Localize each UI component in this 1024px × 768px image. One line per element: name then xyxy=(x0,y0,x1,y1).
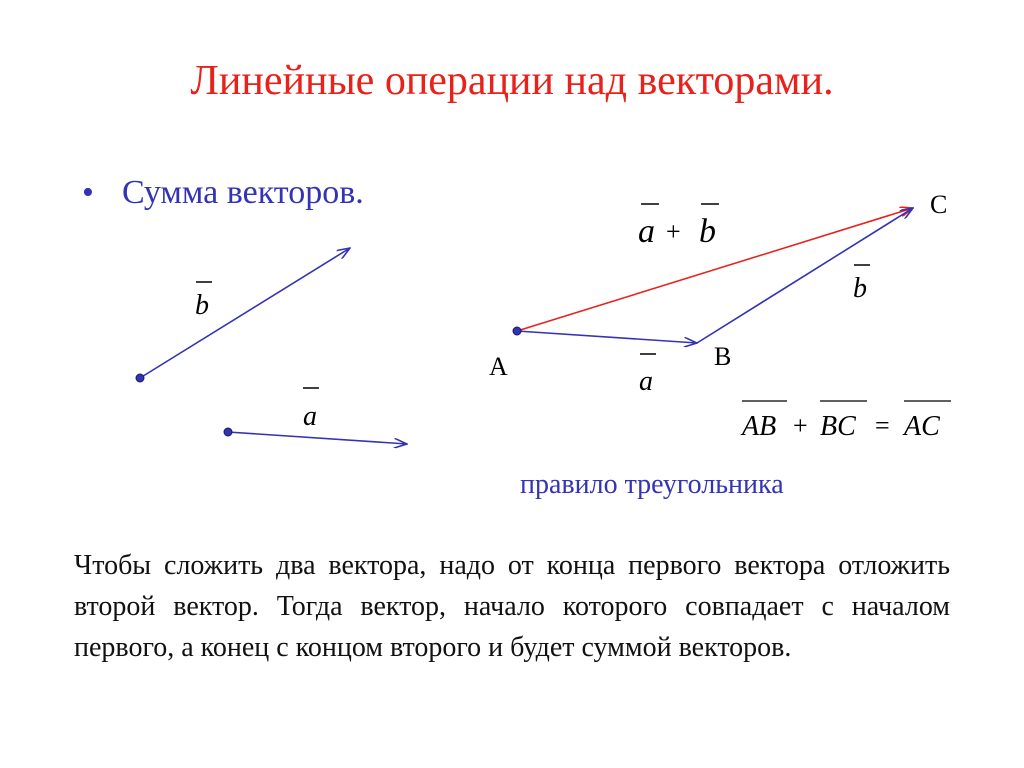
sum-plus-sign: + xyxy=(666,217,681,246)
vector-a-standalone xyxy=(224,388,407,444)
formula-eq: = xyxy=(875,411,890,440)
sum-expression xyxy=(638,204,719,250)
vector-b-label: b xyxy=(195,290,209,321)
body-paragraph: Чтобы сложить два вектора, надо от конца первого вектора отложить второй вектор. Тогда вектор, начало которого совпадает с началом первого, а конец с концом второго и будет суммой векторов. xyxy=(74,550,950,663)
slide-title: Линейные операции над векторами. xyxy=(190,58,834,104)
point-c-label: C xyxy=(930,190,948,219)
bullet-marker: • xyxy=(82,174,94,211)
triangle-diagram xyxy=(489,190,951,442)
vector-b-line xyxy=(140,248,350,378)
vector-ab-line xyxy=(517,331,697,343)
triangle-a-label: a xyxy=(639,366,653,397)
sum-a-label: a xyxy=(638,213,655,250)
formula-ac: AC xyxy=(904,411,940,442)
bullet-text: Сумма векторов. xyxy=(122,174,364,211)
vector-a-label: a xyxy=(303,401,317,432)
sum-b-label: b xyxy=(699,213,716,250)
rule-caption: правило треугольника xyxy=(520,469,784,500)
formula-bc: BC xyxy=(820,411,856,442)
vector-a-tail-dot xyxy=(224,428,232,436)
formula xyxy=(740,401,951,442)
vector-b-standalone xyxy=(136,248,350,382)
vector-b-tail-dot xyxy=(136,374,144,382)
point-a-label: A xyxy=(489,352,508,381)
point-a-dot xyxy=(513,327,521,335)
formula-plus: + xyxy=(793,411,808,440)
vector-a-line xyxy=(228,432,407,444)
vector-bc-line xyxy=(697,208,913,343)
formula-ab: AB xyxy=(742,411,777,442)
triangle-b-label: b xyxy=(853,273,867,304)
point-b-label: B xyxy=(714,342,732,371)
